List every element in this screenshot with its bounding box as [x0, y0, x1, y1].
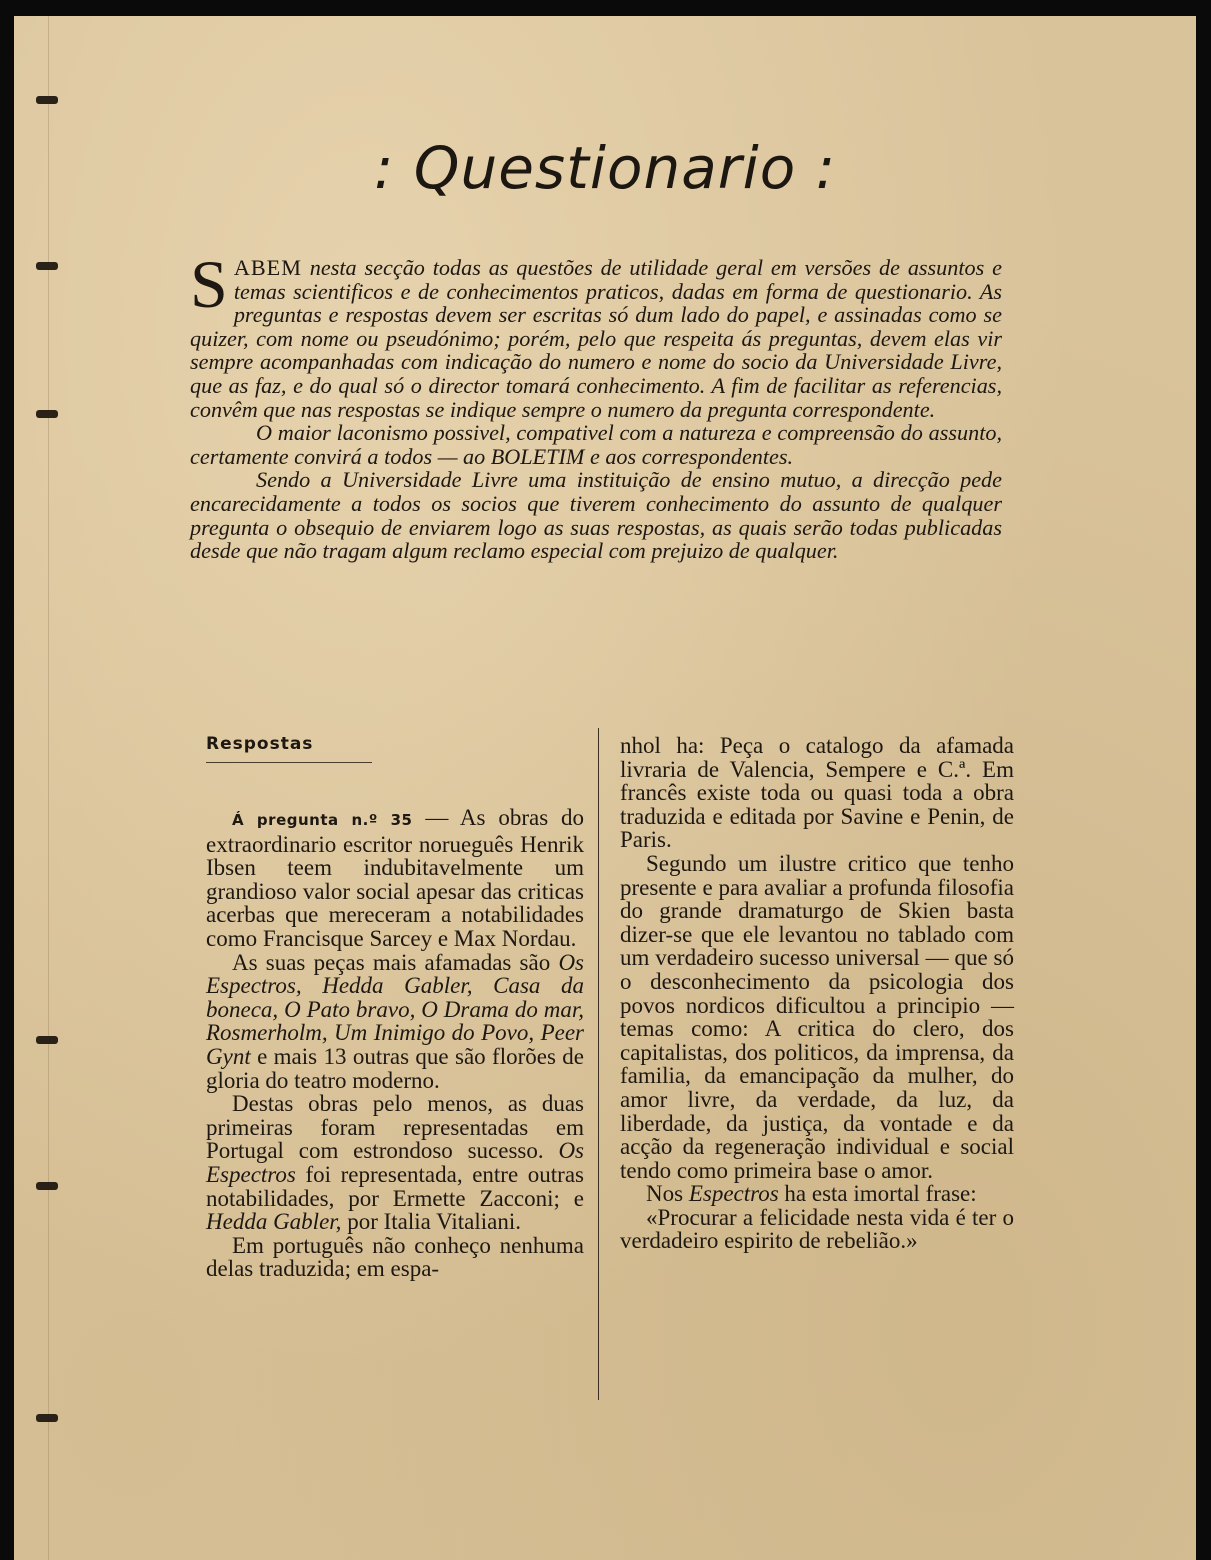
question-separator: — — [412, 805, 460, 830]
staple-mark — [36, 1036, 58, 1044]
answer-text: As suas peças mais afamadas são — [232, 949, 559, 975]
answer-text: Nos — [646, 1181, 689, 1207]
section-underline — [206, 762, 372, 763]
intro-paragraph: Sendo a Universidade Livre uma instituição de ensino mutuo, a direcção pede encarecidamente a todos os socios que tiverem conhecimento do assunto de qualquer pregunta o obsequio de enviarem logo as suas respostas, as quais serão todas publicadas desde que não tragam algum reclamo especial com prejuizo de qualquer. — [190, 467, 1002, 564]
answer-paragraph — [206, 1092, 584, 1234]
left-column — [206, 806, 584, 1281]
staple-mark — [36, 262, 58, 270]
play-title: Espectros — [688, 1181, 779, 1207]
right-column — [620, 734, 1014, 1253]
play-title: Os Espectros — [206, 1138, 584, 1187]
answer-paragraph — [206, 806, 584, 951]
section-heading: Respostas — [206, 734, 314, 754]
answer-paragraph — [620, 1182, 1014, 1206]
staple-mark — [36, 1414, 58, 1422]
intro-paragraph: O maior laconismo possivel, compativel com a natureza e compreensão do assunto, certamente convirá a todos — ao BOLETIM e aos correspondentes. — [190, 420, 1002, 469]
document-page — [14, 16, 1196, 1560]
column-divider — [598, 728, 599, 1400]
intro-text — [190, 246, 1002, 564]
answer-paragraph: Em português não conheço nenhuma delas traduzida; em espa- — [206, 1232, 584, 1282]
drop-cap: S — [190, 246, 228, 322]
answer-paragraph: nhol ha: Peça o catalogo da afamada livraria de Valencia, Sempere e C.ª. Em francês existe toda ou quasi toda a obra traduzida e editada por Savine e Penin, de Paris. — [620, 733, 1014, 853]
staple-mark — [36, 410, 58, 418]
play-title: Hedda Gabler, — [206, 1209, 342, 1235]
play-titles: Os Espectros, Hedda Gabler, Casa da boneca, O Pato bravo, O Drama do mar, Rosmerholm, Um Inimigo do Povo, Peer Gynt — [206, 949, 584, 1069]
intro-paragraph-text: nesta secção todas as questões de utilidade geral em versões de assuntos e temas scientificos e de conhecimentos praticos, dadas em forma de questionario. As preguntas e respostas devem ser escritas só dum lado do papel, e assinadas como se quizer, com nome ou pseudónimo; porém, pelo que respeita ás preguntas, devem elas vir sempre acompanhadas com indicação do numero e nome do socio da Universidade Livre, que as faz, e do qual só o director tomará conhecimento. A fim de facilitar as referencias, convêm que nas respostas se indique sempre o numero da pregunta correspondente. — [190, 255, 1002, 422]
answer-paragraph: Segundo um ilustre critico que tenho presente e para avaliar a profunda filosofia do grande dramaturgo de Skien basta dizer-se que ele levantou no tablado com um verdadeiro sucesso universal — que só o desconhecimento da psicologia dos povos nordicos dificultou a principio — temas como: A critica do clero, dos capitalistas, dos politicos, da imprensa, da familia, da emancipação da mulher, do amor livre, da verdade, da luz, da liberdade, da justiça, da vontade e da acção da regeneração individual e social tendo como primeira base o amor. — [620, 850, 1014, 1183]
answer-text: Destas obras pelo menos, as duas primeiras foram representadas em Portugal com estrondoso sucesso. — [206, 1091, 584, 1164]
intro-first-word: ABEM — [233, 255, 302, 280]
staple-mark — [36, 1182, 58, 1190]
answer-text: ha esta imortal frase: — [778, 1181, 977, 1207]
quotation: «Procurar a felicidade nesta vida é ter o verdadeiro espirito de rebelião.» — [620, 1204, 1014, 1254]
intro-paragraph — [190, 246, 1002, 422]
answer-text: As obras do extraordinario escritor norueguês Henrik Ibsen teem indubitavelmente um grandioso valor social apesar das criticas acerbas que mereceram a notabilidades como Francisque Sarcey e Max Nordau. — [206, 805, 584, 951]
question-label: Á pregunta n.º 35 — [232, 811, 413, 829]
answer-text: e mais 13 outras que são florões de gloria do teatro moderno. — [206, 1043, 584, 1093]
staple-mark — [36, 96, 58, 104]
answer-paragraph — [206, 951, 584, 1093]
page-title: : Questionario : — [373, 134, 837, 202]
answer-text: por Italia Vitaliani. — [341, 1209, 522, 1235]
binding-line — [48, 16, 49, 1560]
answer-text: foi representada, entre outras notabilidades, por Ermette Zacconi; e — [206, 1161, 584, 1211]
